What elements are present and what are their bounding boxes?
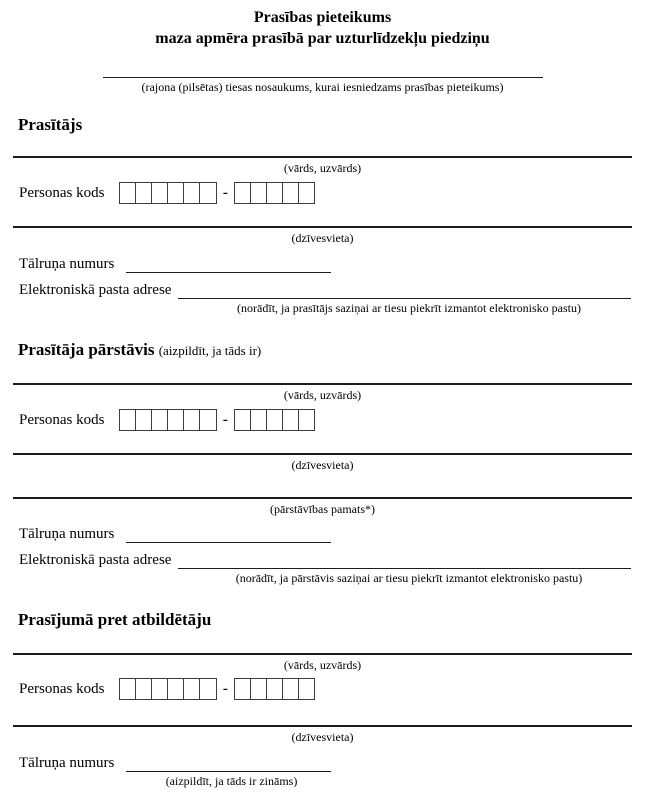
claimant-name-field[interactable] — [13, 156, 632, 158]
personal-code-cell[interactable] — [298, 409, 316, 431]
personal-code-cell[interactable] — [183, 409, 201, 431]
representative-name-field[interactable] — [13, 383, 632, 385]
personal-code-cell[interactable] — [234, 678, 252, 700]
personal-code-cell[interactable] — [199, 409, 217, 431]
personal-code-cell[interactable] — [183, 678, 201, 700]
personal-code-dash: - — [222, 184, 228, 201]
personal-code-cell[interactable] — [151, 409, 169, 431]
representative-heading-text: Prasītāja pārstāvis — [18, 340, 155, 359]
claimant-personal-code-row — [19, 181, 645, 205]
personal-code-cell[interactable] — [266, 678, 284, 700]
defendant-address-caption: (dzīvesvieta) — [291, 730, 354, 744]
defendant-phone-row — [19, 754, 631, 772]
representative-address-caption: (dzīvesvieta) — [291, 458, 354, 472]
personal-code-cell[interactable] — [266, 409, 284, 431]
form-title-line2: maza apmēra prasībā par uzturlīdzekļu piedziņu — [155, 30, 490, 47]
personal-code-cell[interactable] — [135, 409, 153, 431]
personal-code-cell[interactable] — [282, 182, 300, 204]
personal-code-cell[interactable] — [135, 678, 153, 700]
personal-code-cell[interactable] — [119, 409, 137, 431]
personal-code-cell[interactable] — [199, 678, 217, 700]
personal-code-cell[interactable] — [282, 409, 300, 431]
claimant-email-caption: (norādīt, ja prasītājs saziņai ar tiesu piekrīt izmantot elektronisko pastu) — [237, 301, 581, 315]
representative-email-label: Elektroniskā pasta adrese — [19, 552, 172, 568]
personal-code-dash: - — [222, 680, 228, 697]
representative-personal-code-label: Personas kods — [19, 411, 105, 428]
representative-phone-row — [19, 525, 631, 543]
personal-code-cell[interactable] — [167, 678, 185, 700]
representative-heading-note: (aizpildīt, ja tāds ir) — [158, 343, 262, 358]
representative-name-caption: (vārds, uzvārds) — [283, 388, 362, 402]
court-name-caption: (rajona (pilsētas) tiesas nosaukums, kurai iesniedzams prasības pieteikums) — [141, 80, 504, 94]
defendant-phone-caption: (aizpildīt, ja tāds ir zināms) — [165, 774, 298, 788]
claimant-email-label: Elektroniskā pasta adrese — [19, 282, 172, 298]
claimant-email-field[interactable] — [178, 281, 631, 299]
representative-personal-code-row — [19, 408, 645, 432]
defendant-personal-code-label: Personas kods — [19, 680, 105, 697]
defendant-phone-field[interactable] — [126, 754, 331, 772]
personal-code-group1 — [119, 409, 217, 431]
personal-code-cell[interactable] — [234, 409, 252, 431]
form-title-line1: Prasības pieteikums — [253, 9, 392, 26]
personal-code-cell[interactable] — [298, 678, 316, 700]
representative-email-field[interactable] — [178, 551, 631, 569]
section-heading-claimant: Prasītājs — [18, 115, 83, 134]
representative-phone-label: Tālruņa numurs — [19, 526, 115, 542]
personal-code-cell[interactable] — [266, 182, 284, 204]
representative-phone-field[interactable] — [126, 525, 331, 543]
personal-code-dash: - — [222, 411, 228, 428]
defendant-name-caption: (vārds, uzvārds) — [283, 658, 362, 672]
personal-code-cell[interactable] — [119, 182, 137, 204]
representative-email-row — [19, 551, 631, 569]
personal-code-cell[interactable] — [119, 678, 137, 700]
claimant-phone-label: Tālruņa numurs — [19, 256, 115, 272]
personal-code-cell[interactable] — [250, 182, 268, 204]
section-heading-defendant: Prasījumā pret atbildētāju — [18, 610, 212, 629]
defendant-phone-label: Tālruņa numurs — [19, 755, 115, 771]
personal-code-cell[interactable] — [135, 182, 153, 204]
claimant-address-field[interactable] — [13, 226, 632, 228]
personal-code-cell[interactable] — [151, 678, 169, 700]
representative-basis-field[interactable] — [13, 497, 632, 499]
representative-email-caption: (norādīt, ja pārstāvis saziņai ar tiesu piekrīt izmantot elektronisko pastu) — [235, 571, 583, 585]
personal-code-cell[interactable] — [250, 678, 268, 700]
personal-code-group2 — [234, 678, 316, 700]
defendant-personal-code-row — [19, 677, 645, 701]
representative-basis-caption: (pārstāvības pamats*) — [270, 502, 375, 516]
section-heading-representative — [18, 341, 645, 360]
claimant-phone-field[interactable] — [126, 255, 331, 273]
claimant-personal-code-label: Personas kods — [19, 184, 105, 201]
personal-code-group2 — [234, 409, 316, 431]
representative-address-field[interactable] — [13, 453, 632, 455]
personal-code-cell[interactable] — [183, 182, 201, 204]
personal-code-cell[interactable] — [298, 182, 316, 204]
defendant-name-field[interactable] — [13, 653, 632, 655]
personal-code-group1 — [119, 182, 217, 204]
claimant-email-row — [19, 281, 631, 299]
personal-code-cell[interactable] — [234, 182, 252, 204]
personal-code-cell[interactable] — [151, 182, 169, 204]
personal-code-group1 — [119, 678, 217, 700]
personal-code-cell[interactable] — [167, 182, 185, 204]
claimant-phone-row — [19, 255, 631, 273]
personal-code-cell[interactable] — [282, 678, 300, 700]
claimant-name-caption: (vārds, uzvārds) — [283, 161, 362, 175]
personal-code-cell[interactable] — [199, 182, 217, 204]
court-name-field[interactable] — [103, 77, 543, 78]
defendant-address-field[interactable] — [13, 725, 632, 727]
personal-code-cell[interactable] — [167, 409, 185, 431]
personal-code-cell[interactable] — [250, 409, 268, 431]
personal-code-group2 — [234, 182, 316, 204]
claimant-address-caption: (dzīvesvieta) — [291, 231, 354, 245]
